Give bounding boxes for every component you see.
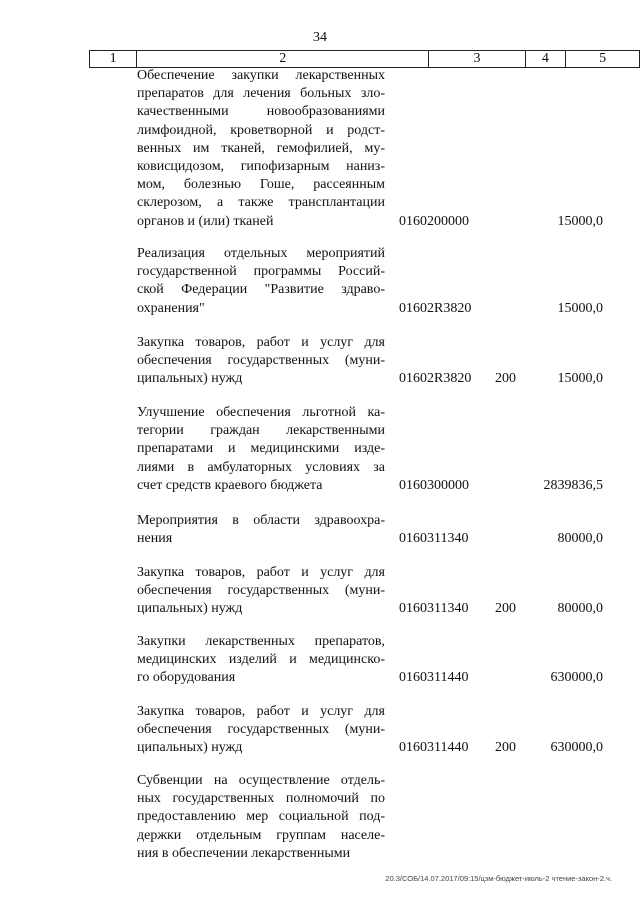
- description-line: ской Федерации "Развитие здраво-: [137, 282, 385, 298]
- row-expense-type: 200: [495, 601, 516, 617]
- description-line: Улучшение обеспечения льготной ка-: [137, 405, 385, 420]
- description-line: государственной программы Россий-: [137, 264, 385, 280]
- row-description: [137, 334, 385, 389]
- description-line: органов и (или) тканей: [137, 213, 274, 229]
- description-line: венных им тканей, гемофилией, му-: [137, 140, 385, 156]
- row-code: 0160300000: [399, 477, 469, 493]
- row-amount: 2839836,5: [543, 477, 603, 493]
- row-code: 01602R3820: [399, 371, 472, 387]
- description-line: ных государственных полномочий по: [137, 791, 385, 807]
- description-line: Субвенции на осуществление отдель-: [137, 773, 385, 788]
- row-description: [137, 633, 385, 688]
- description-line: тегории граждан лекарственными: [137, 423, 385, 439]
- description-line: склерозом, а также трансплантации: [137, 195, 385, 211]
- row-code: 0160311340: [399, 531, 469, 547]
- row-amount: 80000,0: [557, 531, 603, 547]
- row-amount: 15000,0: [557, 371, 603, 387]
- header-col-3: 3: [429, 51, 525, 68]
- footer-file-path: 20.3/СОБ/14.07.2017/09:15/цзм-бюджет-июль-2 чтение-закон-2.ч.: [385, 874, 612, 883]
- description-line: ципальных) нужд: [137, 740, 243, 756]
- row-code: 0160311340: [399, 601, 469, 617]
- row-code: 0160311440: [399, 670, 469, 686]
- description-line: медицинских изделий и медицинско-: [137, 652, 385, 668]
- column-header: [89, 50, 640, 68]
- row-description: [137, 245, 385, 318]
- row-code: 0160311440: [399, 740, 469, 756]
- row-expense-type: 200: [495, 371, 516, 387]
- header-col-1: 1: [90, 51, 137, 68]
- row-code: 01602R3820: [399, 300, 472, 316]
- description-line: обеспечения государственных (муни-: [137, 353, 385, 369]
- description-line: го оборудования: [137, 670, 236, 686]
- row-description: [137, 703, 385, 758]
- description-line: ния в обеспечении лекарственными: [137, 845, 351, 861]
- row-description: [137, 772, 385, 863]
- row-description: [137, 67, 385, 231]
- description-line: препаратами и медицинскими изде-: [137, 441, 385, 457]
- row-amount: 80000,0: [557, 601, 603, 617]
- description-line: Закупка товаров, работ и услуг для: [137, 335, 385, 350]
- description-line: счет средств краевого бюджета: [137, 477, 323, 493]
- header-col-2: 2: [137, 51, 429, 68]
- row-description: [137, 512, 385, 548]
- description-line: держки отдельным группам населе-: [137, 827, 385, 843]
- row-amount: 15000,0: [557, 300, 603, 316]
- description-line: Реализация отдельных мероприятий: [137, 246, 385, 261]
- description-line: ковисцидозом, гипофизарным наниз-: [137, 159, 385, 175]
- description-line: Закупка товаров, работ и услуг для: [137, 565, 385, 580]
- row-code: 0160200000: [399, 213, 469, 229]
- description-line: нения: [137, 531, 173, 547]
- row-amount: 630000,0: [550, 670, 603, 686]
- row-amount: 15000,0: [557, 213, 603, 229]
- description-line: охранения": [137, 300, 205, 316]
- header-col-5: 5: [566, 51, 640, 68]
- page-number: 34: [313, 30, 327, 45]
- description-line: обеспечения государственных (муни-: [137, 722, 385, 738]
- description-line: Мероприятия в области здравоохра-: [137, 513, 385, 528]
- row-expense-type: 200: [495, 740, 516, 756]
- header-col-4: 4: [525, 51, 565, 68]
- description-line: качественными новообразованиями: [137, 104, 385, 120]
- description-line: Закупки лекарственных препаратов,: [137, 634, 385, 649]
- description-line: Закупка товаров, работ и услуг для: [137, 704, 385, 719]
- description-line: обеспечения государственных (муни-: [137, 583, 385, 599]
- description-line: Обеспечение закупки лекарственных: [137, 68, 385, 83]
- description-line: лимфоидной, кроветворной и родст-: [137, 122, 385, 138]
- row-amount: 630000,0: [550, 740, 603, 756]
- description-line: мом, болезнью Гоше, рассеянным: [137, 177, 385, 193]
- description-line: ципальных) нужд: [137, 371, 243, 387]
- row-description: [137, 404, 385, 495]
- description-line: лиями в амбулаторных условиях за: [137, 459, 385, 475]
- description-line: предоставлению мер социальной под-: [137, 809, 385, 825]
- description-line: ципальных) нужд: [137, 601, 243, 617]
- description-line: препаратов для лечения больных зло-: [137, 86, 385, 102]
- row-description: [137, 564, 385, 619]
